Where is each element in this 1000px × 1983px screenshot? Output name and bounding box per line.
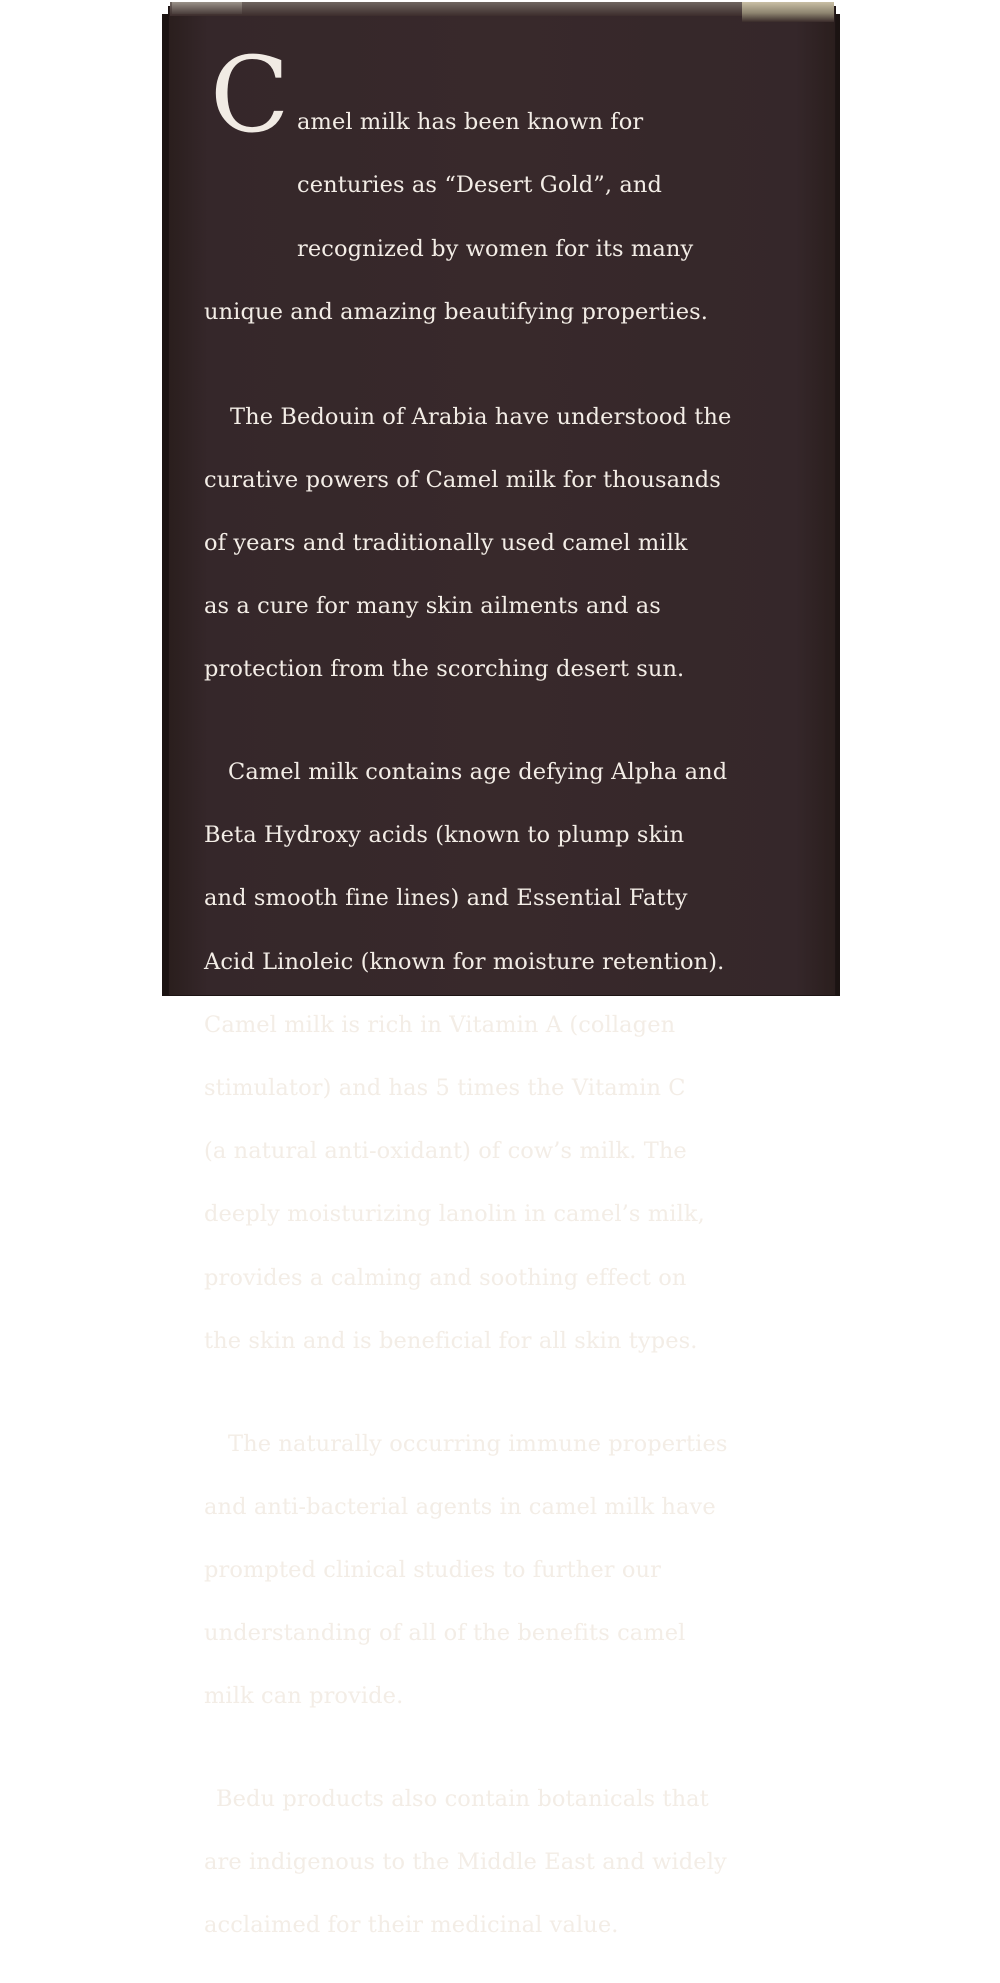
product-description	[204, 34, 828, 1983]
text-line: understanding of all of the benefits camel	[204, 1620, 686, 1647]
text-line: Camel milk is rich in Vitamin A (collagen	[204, 1011, 676, 1038]
paragraph-botanicals	[204, 1752, 828, 1973]
text-line: the skin and is beneficial for all skin types.	[204, 1327, 698, 1354]
text-line: Beta Hydroxy acids (known to plump skin	[204, 822, 685, 849]
text-line: curative powers of Camel milk for thousands	[204, 466, 721, 493]
text-line: stimulator) and has 5 times the Vitamin C	[204, 1075, 686, 1101]
paragraph-nutrients	[204, 725, 828, 1388]
text-line: prompted clinical studies to further our	[204, 1556, 661, 1583]
text-line: recognized by women for its many	[297, 235, 694, 262]
text-line: deeply moisturizing lanolin in camel’s milk,	[204, 1201, 705, 1228]
text-line: acclaimed for their medicinal value.	[204, 1912, 619, 1939]
box-top-left-corner	[172, 2, 242, 14]
text-line: as a cure for many skin ailments and as	[204, 593, 661, 620]
text-line: Camel milk contains age defying Alpha and	[228, 759, 728, 786]
paragraph-immune	[204, 1397, 828, 1745]
box-top-edge	[170, 2, 834, 16]
text-line: and anti-bacterial agents in camel milk have	[204, 1493, 716, 1520]
text-line: protection from the scorching desert sun.	[204, 656, 685, 683]
text-line: are indigenous to the Middle East and widely	[204, 1849, 727, 1876]
text-line: (a natural anti-oxidant) of cow’s milk. The	[204, 1138, 687, 1165]
text-line: Acid Linoleic (known for moisture retention).	[204, 948, 725, 975]
text-line: centuries as “Desert Gold”, and	[297, 172, 663, 199]
text-line: unique and amazing beautifying properties.	[204, 298, 709, 325]
paragraph-intro	[204, 34, 828, 360]
text-line: provides a calming and soothing effect on	[204, 1264, 687, 1291]
text-line: The naturally occurring immune properties	[228, 1430, 728, 1457]
text-line: Bedu products also contain botanicals that	[216, 1786, 709, 1813]
text-line: of years and traditionally used camel milk	[204, 529, 688, 556]
box-top-right-corner	[742, 2, 834, 22]
text-line: The Bedouin of Arabia have understood the	[230, 403, 732, 430]
text-line: amel milk has been known for	[297, 109, 644, 136]
drop-cap: C	[210, 34, 290, 156]
text-line: milk can provide.	[204, 1683, 404, 1710]
paragraph-bedouin	[204, 370, 828, 718]
text-line: and smooth fine lines) and Essential Fatty	[204, 885, 688, 912]
